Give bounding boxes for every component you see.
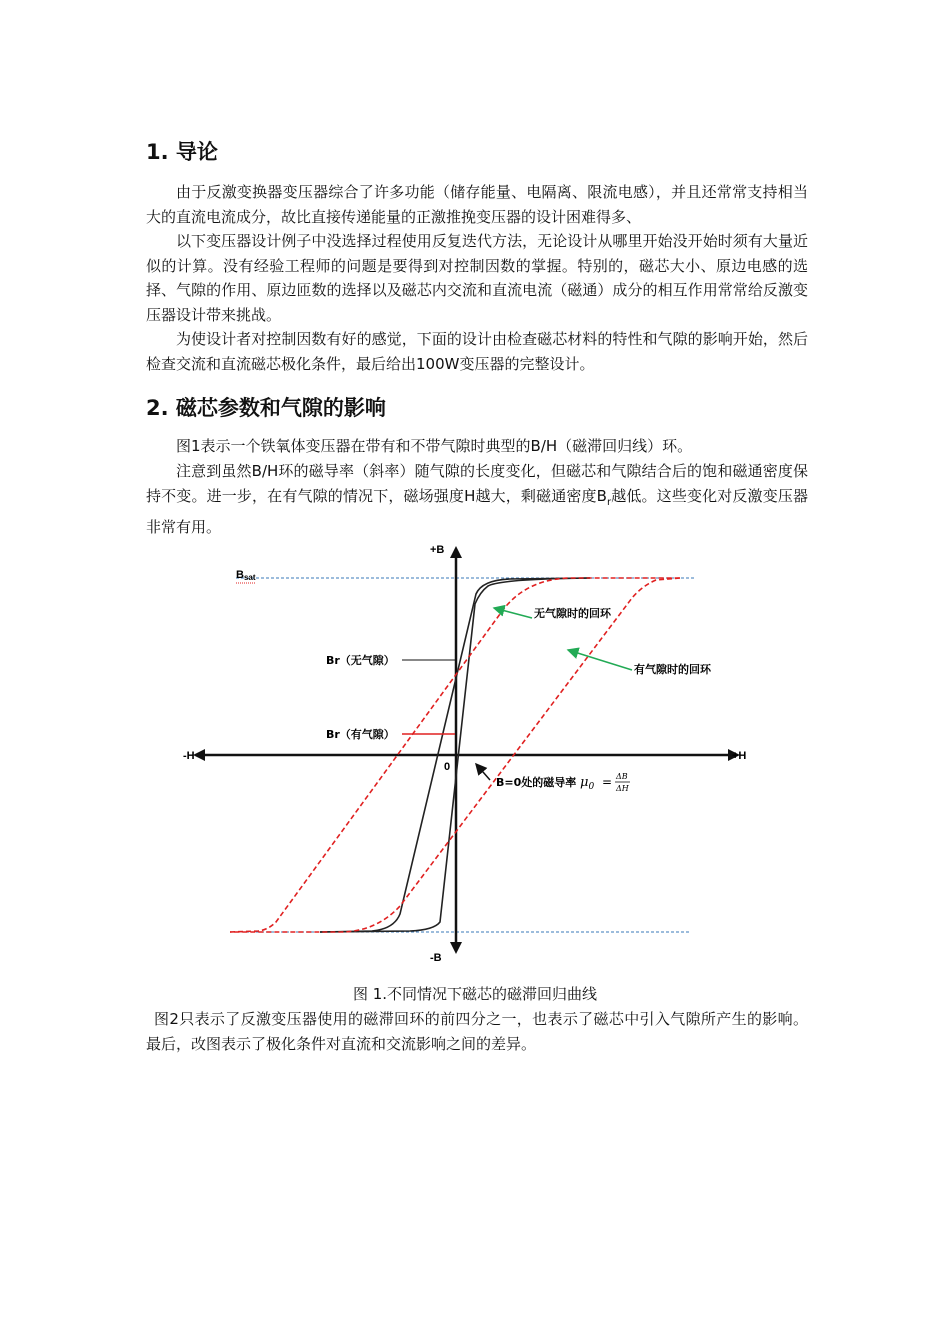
no-gap-loop-pointer	[494, 608, 532, 618]
plus-b-label: +B	[430, 544, 445, 556]
section-2-paragraph-1: 图1表示一个铁氧体变压器在带有和不带气隙时典型的B/H（磁滞回归线）环。	[176, 437, 693, 455]
equals-sign: =	[602, 775, 613, 789]
bh-loop-figure	[150, 536, 810, 970]
figure-1-caption: 图 1.不同情况下磁芯的磁滞回归曲线	[352, 985, 598, 1003]
gap-loop-pointer	[568, 650, 632, 670]
origin-label: 0	[444, 761, 451, 773]
mu-main: μ	[580, 775, 589, 790]
bsat-label	[236, 569, 256, 582]
permeability-pointer	[476, 764, 490, 780]
br-no-gap-label: Br（无气隙）	[326, 654, 395, 667]
b-axis-arrow-top	[450, 546, 462, 558]
minus-h-label: -H	[183, 750, 195, 762]
section-2-paragraph-2	[146, 459, 808, 540]
section-1-paragraph-1: 由于反激变换器变压器综合了许多功能（储存能量、电隔离、限流电感），并且还常常支持相当大的直流电流成分，故比直接传递能量的正激推挽变压器的设计困难得多、	[146, 183, 808, 226]
section-1-heading: 1. 导论	[146, 140, 218, 164]
no-gap-loop-label: 无气隙时的回环	[534, 607, 611, 620]
closing-paragraph: 图2只表示了反激变压器使用的磁滞回环的前四分之一，也表示了磁芯中引入气隙所产生的影响。最后，改图表示了极化条件对直流和交流影响之间的差异。	[146, 1010, 808, 1053]
mu-sub: 0	[588, 782, 595, 792]
br-subscript: r	[606, 496, 612, 508]
section-2-paragraph-2-text: 注意到虽然B/H环的磁导率（斜率）随气隙的长度变化，但磁芯和气隙结合后的饱和磁通密度保持不变。进一步，在有气隙的情况下，磁场强度H越大，剩磁通密度B	[146, 462, 808, 505]
bsat-main: B	[236, 569, 244, 581]
fraction-denominator: ΔH	[616, 784, 629, 793]
fraction-numerator: ΔB	[616, 772, 628, 781]
section-1-paragraph-3: 为使设计者对控制因数有好的感觉，下面的设计由检查磁芯材料的特性和气隙的影响开始，然后检查交流和直流磁芯极化条件，最后给出100W变压器的完整设计。	[146, 330, 808, 373]
b-axis-arrow-bottom	[450, 942, 462, 954]
mu-symbol	[580, 775, 594, 792]
section-1-paragraph-2: 以下变压器设计例子中没选择过程使用反复迭代方法，无论设计从哪里开始没开始时须有大量近似的计算。没有经验工程师的问题是要得到对控制因数的掌握。特别的，磁芯大小、原边电感的选择、气隙的作用、原边匝数的选择以及磁芯内交流和直流电流（磁通）成分的相互作用常常给反激变压器设计带来挑战。	[146, 232, 808, 324]
br-gap-label: Br（有气隙）	[326, 728, 395, 741]
section-2-heading: 2. 磁芯参数和气隙的影响	[146, 396, 386, 420]
h-axis-arrow-left	[193, 749, 205, 761]
gap-loop-label: 有气隙时的回环	[634, 663, 711, 676]
bsat-sub: sat	[243, 573, 256, 582]
plus-h-label: +H	[732, 750, 747, 762]
permeability-label: B=0处的磁导率	[496, 776, 577, 789]
section-2-paragraph-2-tail: 越低。这些变化对反激变压器非常有用。	[146, 486, 808, 536]
minus-b-label: -B	[430, 952, 442, 964]
